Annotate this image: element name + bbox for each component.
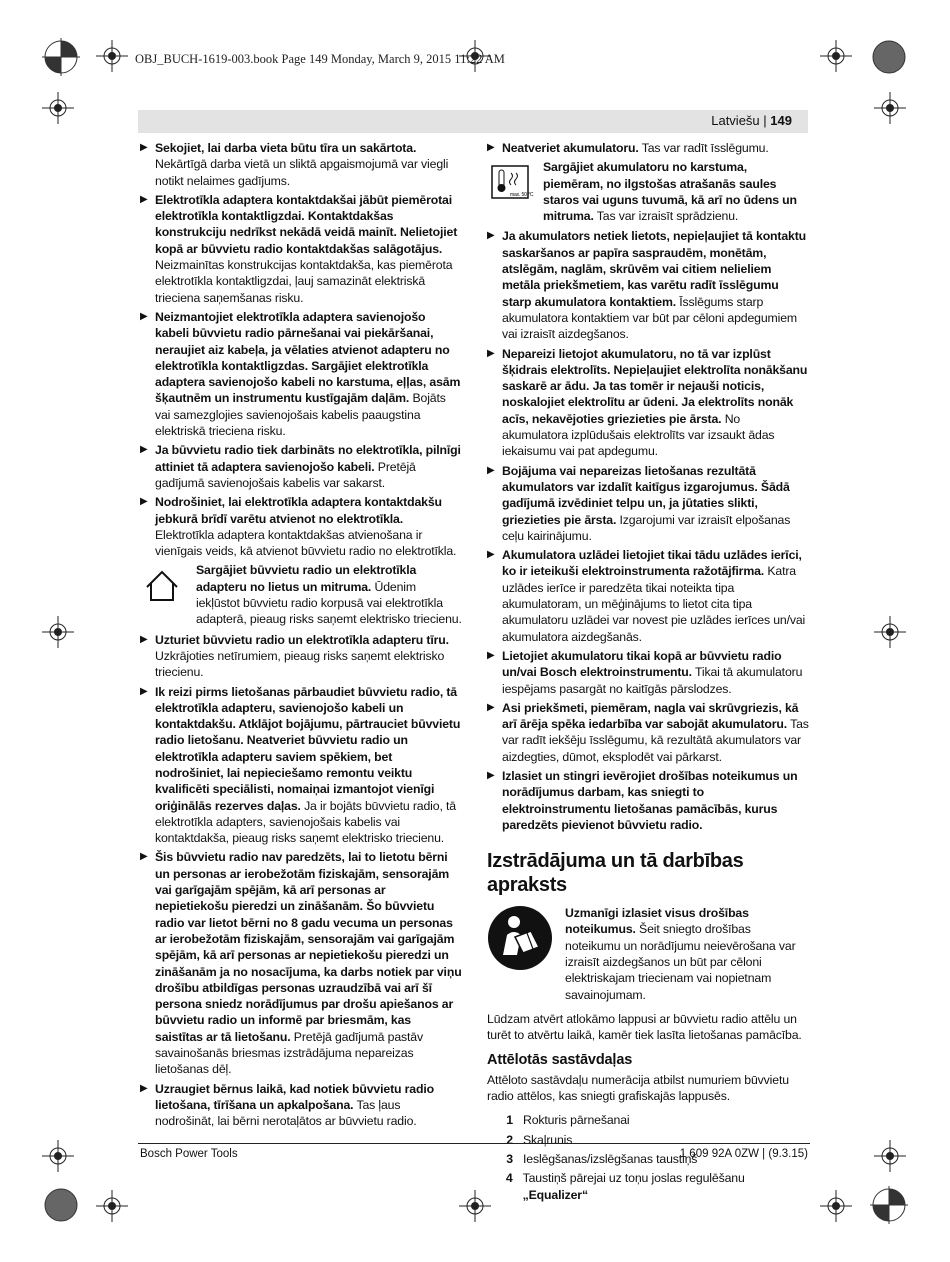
item-text: Nekārtīgā darba vietā un sliktā apgaismojumā var viegli notikt nelaimes gadījums.	[155, 157, 449, 188]
item-text: Tas ļaus nodrošināt, lai bērni nerotaļātos ar būvvietu radio.	[155, 1097, 417, 1129]
arrow-bullet-icon: ▶	[140, 851, 148, 863]
part-number: 1	[506, 1113, 513, 1128]
item-bold: Elektrotīkla adaptera kontaktdakšai jābūt piemērotai elektrotīkla kontaktligzdai. Kontaktdakšas konstrukciju nedrīkst nekādā veidā mainīt. Nelietojiet kopā ar būvvietu radio kontaktdakšas salāgotājus.	[155, 192, 458, 256]
item-text: Šeit sniegto drošības noteikumu un norādījumu neievērošana var izraisīt aizdegšanos un būt par cēloni elektriskajam triecienam vai nopietnam savainojumam.	[565, 922, 796, 1002]
item-text: Tas var izraisīt sprādzienu.	[593, 209, 739, 224]
arrow-bullet-icon: ▶	[140, 193, 148, 205]
part-label: Rokturis pārnešanai	[523, 1113, 630, 1128]
list-item	[487, 700, 809, 765]
list-item	[487, 547, 809, 645]
registration-mark-top-mid-left	[96, 40, 128, 72]
item-bold: Ik reizi pirms lietošanas pārbaudiet būvvietu radio, tā elektrotīkla adapteru, savienojošo kabeli un kontaktdakšu. Atklājot bojājumu, pārtrauciet būvvietu radio lietošanu. Neatveriet būvvietu radio un elektrotīkla adapteru saviem spēkiem, bet nodrošiniet, lai nepieciešamo remontu veiktu kvalificēti speciālisti, nomaiņai izmantojot vienīgi oriģinālās rezerves daļas.	[155, 684, 461, 813]
list-item	[487, 768, 809, 833]
item-bold: Uzmanīgi izlasiet visus drošības noteikumus.	[565, 906, 749, 937]
item-text: Īsslēgums starp akumulatora kontaktiem var būt par cēloni apdegumiem vai izraisīt aizdegšanos.	[502, 294, 797, 342]
arrow-bullet-icon: ▶	[140, 142, 148, 153]
list-item	[140, 494, 462, 559]
part-number: 3	[506, 1152, 513, 1167]
item-text: Pretējā gadījumā pastāv savainošanās briesmas izstrādājuma nepareizas lietošanas dēļ.	[155, 1029, 423, 1077]
read-instructions-notice	[487, 905, 809, 1003]
arrow-bullet-icon: ▶	[487, 549, 495, 561]
item-text: No akumulatora izplūdušais elektrolīts var izsaukt ādas iekaisumu vai pat apdegumu.	[502, 411, 775, 459]
list-item	[140, 140, 462, 189]
list-item	[140, 1081, 462, 1130]
arrow-bullet-icon: ▶	[487, 464, 495, 476]
part-number: 4	[505, 1171, 513, 1186]
list-item	[140, 632, 462, 681]
registration-mark-top-mid-right	[820, 40, 852, 72]
right-column	[487, 140, 809, 1206]
parts-heading: Attēlotās sastāvdaļas	[487, 1051, 633, 1068]
list-item	[487, 463, 809, 544]
item-text: Bojāts vai samezglojies savienojošais kabelis paaugstina elektriskā trieciena risku.	[155, 391, 446, 439]
arrow-bullet-icon: ▶	[487, 142, 495, 153]
footer-brand: Bosch Power Tools	[140, 1148, 238, 1160]
arrow-bullet-icon: ▶	[487, 701, 495, 713]
item-text: Pretējā gadījumā savienojošais kabelis var sakarst.	[155, 459, 416, 490]
page-number: 149	[770, 113, 792, 128]
heat-warning	[487, 159, 809, 224]
indoor-use-warning	[140, 562, 462, 627]
part-item	[487, 1112, 809, 1128]
item-bold: Neatveriet akumulatoru.	[502, 141, 639, 155]
registration-mark-top-left	[42, 38, 80, 76]
item-bold: Sekojiet, lai darba vieta būtu tīra un sakārtota.	[155, 141, 417, 155]
footer-rule	[138, 1143, 810, 1144]
read-manual-icon	[487, 905, 553, 971]
item-bold: Akumulatora uzlādei lietojiet tikai tādu uzlādes ierīci, ko ir ieteikuši elektroinstrumenta ražotājfirma.	[502, 548, 802, 579]
registration-mark-bottom-mid-left	[96, 1190, 128, 1222]
fold-out-note: Lūdzam atvērt atlokāmo lappusi ar būvvietu radio attēlu un turēt to atvērtu laikā, kamēr tiek lasīta lietošanas pamācība.	[487, 1011, 802, 1043]
list-item	[487, 648, 809, 697]
item-text: Tikai tā akumulatoru iespējams pasargāt no kaitīgās pārslodzes.	[502, 665, 803, 696]
house-icon	[144, 568, 180, 604]
section-title: Izstrādājuma un tā darbības apraksts	[487, 850, 744, 897]
item-text: Uzkrājoties netīrumiem, pieaug risks saņemt elektrisko triecienu.	[155, 648, 445, 680]
header-language: Latviešu	[711, 113, 760, 128]
item-text: Ja ir bojāts būvvietu radio, tā elektrotīkla adapters, savienojošais kabelis vai kontaktdakša, pieaug risks saņemt elektrisko triecienu.	[155, 798, 456, 846]
list-item	[140, 309, 462, 439]
part-item	[487, 1132, 809, 1148]
registration-mark-bottom-left	[42, 1186, 80, 1224]
item-bold: Neizmantojiet elektrotīkla adaptera savienojošo kabeli būvvietu radio pārnešanai vai piekāršanai, neraujiet aiz kabeļa, ja vēlaties atvienot adapteru no elektrotīkla kontaktligzdas. Sargājiet elektrotīkla adaptera savienojošo kabeli no karstuma, eļļas, asām šķautnēm un instrumentu kustīgajām daļām.	[155, 309, 461, 406]
registration-mark-right-middle	[874, 616, 906, 648]
item-text: Neizmainītas konstrukcijas kontaktdakša, kas piemērota elektrotīkla kontaktligzdai, ļauj samazināt elektriskā trieciena saņemšanas risku.	[155, 258, 453, 305]
item-text: Katra uzlādes ierīce ir paredzēta tikai noteikta tipa akumulatoram, un mēģinājums to lietot cita tipa akumulatoru uzlādei var novest pie uzlādes ierīces un/vai akumulatora aizdegšanās.	[502, 564, 806, 644]
arrow-bullet-icon: ▶	[140, 310, 148, 322]
registration-mark-left-middle	[42, 616, 74, 648]
item-bold: Nepareizi lietojot akumulatoru, no tā var izplūst šķidrais elektrolīts. Nepieļaujiet elektrolīta nonākšanu saskarē ar ādu. Ja tas tomēr ir nejauši noticis, noskalojiet elektrolītu ar ūdeni. Ja elektrolīts nonāk acīs, nekavējoties griezieties pie ārsta.	[502, 346, 808, 426]
item-bold: Sargājiet akumulatoru no karstuma, piemēram, no ilgstošas atrašanās saules staros vai uguns tuvumā, kā arī no ūdens un mitruma.	[543, 160, 797, 224]
registration-mark-right-upper	[874, 92, 906, 124]
arrow-bullet-icon: ▶	[487, 347, 495, 359]
header-band	[138, 110, 808, 133]
item-bold: Uzturiet būvvietu radio un elektrotīkla adapteru tīru.	[155, 632, 449, 647]
item-bold: Ja būvvietu radio tiek darbināts no elektrotīkla, pilnīgi attiniet tā adaptera savienojošo kabeli.	[155, 443, 461, 474]
list-item	[140, 192, 462, 306]
arrow-bullet-icon: ▶	[487, 230, 495, 242]
item-text: Tas var radīt īsslēgumu.	[638, 141, 769, 155]
parts-intro: Attēloto sastāvdaļu numerācija atbilst numuriem būvvietu radio attēlos, kas sniegti grafiskajās lappusēs.	[487, 1072, 789, 1104]
item-text: Elektrotīkla adaptera kontaktdakšas atvienošana ir vienīgais veids, kā atvienot būvvietu radio no elektrotīkla.	[155, 527, 457, 559]
part-label: Skaļrunis	[523, 1132, 573, 1147]
page-header	[711, 113, 792, 128]
list-item	[487, 346, 809, 460]
item-bold: Ja akumulators netiek lietots, nepieļaujiet tā kontaktu saskaršanos ar papīra saspraudēm, monētām, atslēgām, naglām, skrūvēm vai citiem nelieliem metāla priekšmetiem, kas varētu radīt īsslēgumu starp akumulatora kontaktiem.	[502, 229, 807, 309]
part-label: Ieslēgšanas/izslēgšanas taustiņš	[523, 1152, 698, 1167]
temperature-warning-icon	[491, 165, 534, 199]
list-item	[487, 140, 809, 156]
registration-mark-bottom-mid-right	[820, 1190, 852, 1222]
item-bold: Uzraugiet bērnus laikā, kad notiek būvvietu radio lietošana, tīrīšana un apkalpošana.	[155, 1081, 434, 1112]
registration-mark-left-lower	[42, 1140, 74, 1172]
item-bold: Šis būvvietu radio nav paredzēts, lai to lietotu bērni un personas ar ierobežotām fiziskajām, sensorajām vai garīgajām spējām, kā arī personas ar nepietiekošu pieredzi un zināšanām. Šo būvvietu radio var lietot bērni no 8 gadu vecuma un personas ar ierobežotām fiziskajām, sensorajām vai garīgajām spējām, kā arī personas ar nepietiekošu pieredzi un zināšanām ja no nosacījuma, ka darbs notiek par viņu drošību atbildīgas personas uzraudzībā vai arī šī persona sniedz norādījumus par drošu apiešanos ar būvvietu radio un informē par briesmām, kas saistītas ar tā lietošanu.	[155, 850, 462, 1044]
registration-mark-left-upper	[42, 92, 74, 124]
footer-doc-number: 1 609 92A 0ZW | (9.3.15)	[679, 1148, 808, 1160]
arrow-bullet-icon: ▶	[487, 649, 495, 661]
list-item	[140, 684, 462, 847]
item-text: Izgarojumi var izraisīt elpošanas ceļu kairinājumu.	[502, 512, 791, 543]
registration-mark-bottom-right	[870, 1186, 908, 1224]
arrow-bullet-icon: ▶	[140, 685, 148, 697]
item-bold: Asi priekšmeti, piemēram, nagla vai skrūvgriezis, kā arī ārēja spēka iedarbība var sabojāt akumulatoru.	[502, 700, 799, 732]
part-label-bold: „Equalizer“	[522, 1187, 588, 1202]
part-label: Taustiņš pārejai uz toņu joslas regulēšanu	[522, 1171, 745, 1186]
arrow-bullet-icon: ▶	[140, 633, 148, 645]
item-bold: Sargājiet būvvietu radio un elektrotīkla adapteru no lietus un mitruma.	[196, 563, 417, 594]
arrow-bullet-icon: ▶	[140, 444, 148, 456]
registration-mark-right-lower	[874, 1140, 906, 1172]
item-text: Ūdenim iekļūstot būvvietu radio korpusā vai elektrotīkla adapterā, pieaug risks saņemt elektrisko triecienu.	[196, 579, 462, 627]
print-slug: OBJ_BUCH-1619-003.book Page 149 Monday, March 9, 2015 11:22 AM	[135, 52, 505, 66]
header-separator: |	[763, 113, 767, 128]
arrow-bullet-icon: ▶	[140, 1082, 148, 1094]
list-item	[140, 849, 462, 1077]
temperature-limit-label: max. 50 °C	[510, 192, 534, 199]
left-column	[140, 140, 462, 1133]
part-item	[487, 1170, 809, 1203]
list-item	[140, 442, 462, 491]
item-bold: Izlasiet un stingri ievērojiet drošības noteikumus un norādījumus darbam, kas sniegti to elektroinstrumentu lietošanas pamācībās, kurus paredzēts pievienot būvvietu radio.	[502, 768, 798, 832]
item-bold: Bojājuma vai nepareizas lietošanas rezultātā akumulators var izdalīt kaitīgus izgarojumus. Šādā gadījumā izvēdiniet telpu un, ja jūtaties slikti, griezieties pie ārsta.	[502, 463, 790, 527]
item-text: Tas var radīt iekšēju īsslēgumu, kā rezultātā akumulators var aizdegties, dūmot, eksplodēt vai pārkarst.	[502, 717, 809, 764]
registration-mark-top-right	[870, 38, 908, 76]
arrow-bullet-icon: ▶	[140, 496, 148, 508]
part-number: 2	[506, 1132, 513, 1147]
list-item	[487, 228, 809, 342]
item-bold: Lietojiet akumulatoru tikai kopā ar būvvietu radio un/vai Bosch elektroinstrumentu.	[502, 648, 782, 680]
item-bold: Nodrošiniet, lai elektrotīkla adaptera kontaktdakšu jebkurā brīdī varētu atvienot no elektrotīkla.	[155, 495, 442, 526]
arrow-bullet-icon: ▶	[487, 769, 495, 781]
